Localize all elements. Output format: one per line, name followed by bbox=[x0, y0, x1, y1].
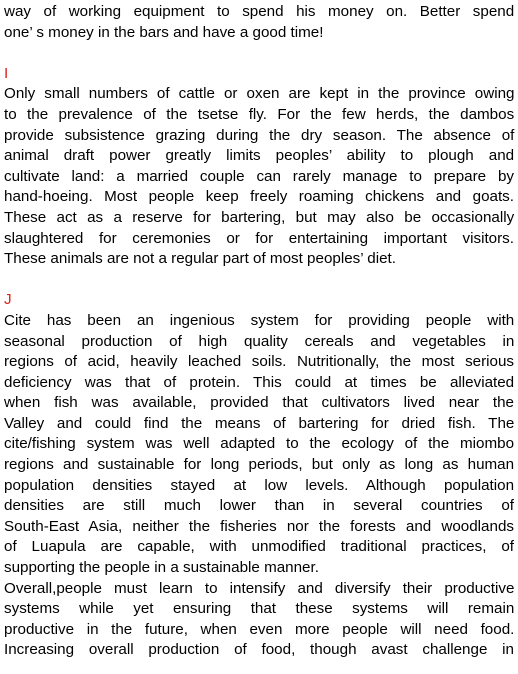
text-line: of Luapula are capable, with unmodified traditional practices, of bbox=[4, 538, 514, 556]
text-line: Cite has been an ingenious system for providing people with bbox=[4, 311, 515, 329]
section-letter-i: I bbox=[4, 64, 9, 82]
paragraph-gap bbox=[4, 43, 514, 64]
text-line: to the prevalence of the tsetse fly. For the few herds, the dambos bbox=[4, 105, 515, 123]
text-line: population densities stayed at low levels. Although population bbox=[4, 476, 515, 494]
document-page bbox=[4, 2, 514, 661]
text-line: regions of acid, heavily leached soils. Nutritionally, the most serious bbox=[4, 353, 515, 371]
section-letter-j: J bbox=[4, 291, 12, 309]
text-line: Increasing overall production of food, though avast challenge in bbox=[4, 641, 514, 659]
section-j-paragraph-2 bbox=[4, 579, 514, 661]
text-line: Valley and could find the means of bartering for dried fish. The bbox=[4, 414, 515, 432]
text-line: These animals are not a regular part of most peoples’ diet. bbox=[4, 250, 396, 268]
text-line: deficiency was that of protein. This could at times be alleviated bbox=[4, 373, 515, 391]
text-line: These act as a reserve for bartering, but may also be occasionally bbox=[4, 208, 515, 226]
lead-paragraph bbox=[4, 2, 514, 43]
text-line: productive in the future, when even more people will need food. bbox=[4, 620, 515, 638]
text-line: Overall,people must learn to intensify and diversify their productive bbox=[4, 579, 515, 597]
text-line: Only small numbers of cattle or oxen are kept in the province owing bbox=[4, 85, 515, 103]
text-line: one’ s money in the bars and have a good time! bbox=[4, 23, 324, 41]
text-line: provide subsistence grazing during the dry season. The absence of bbox=[4, 126, 515, 144]
text-line: animal draft power greatly limits peoples’ ability to plough and bbox=[4, 147, 515, 165]
paragraph-gap bbox=[4, 270, 514, 291]
text-line: slaughtered for ceremonies or for entertaining important visitors. bbox=[4, 229, 514, 247]
text-line: regions and sustainable for long periods, but only as long as human bbox=[4, 456, 515, 474]
text-line: South-East Asia, neither the fisheries nor the forests and woodlands bbox=[4, 517, 514, 535]
section-j-paragraph bbox=[4, 311, 514, 579]
text-line: seasonal production of high quality cereals and vegetables in bbox=[4, 332, 515, 350]
text-line: systems while yet ensuring that these systems will remain bbox=[4, 600, 515, 618]
text-line: densities are still much lower than in several countries of bbox=[4, 497, 514, 515]
text-line: way of working equipment to spend his money on. Better spend bbox=[4, 3, 515, 20]
section-i-paragraph bbox=[4, 84, 514, 269]
text-line: cite/fishing system was well adapted to the ecology of the miombo bbox=[4, 435, 515, 453]
text-line: hand-hoeing. Most people keep freely roaming chickens and goats. bbox=[4, 188, 514, 206]
text-line: supporting the people in a sustainable manner. bbox=[4, 559, 319, 577]
text-line: when fish was available, provided that cultivators lived near the bbox=[4, 394, 514, 412]
text-line: cultivate land: a married couple can rarely manage to prepare by bbox=[4, 167, 514, 185]
